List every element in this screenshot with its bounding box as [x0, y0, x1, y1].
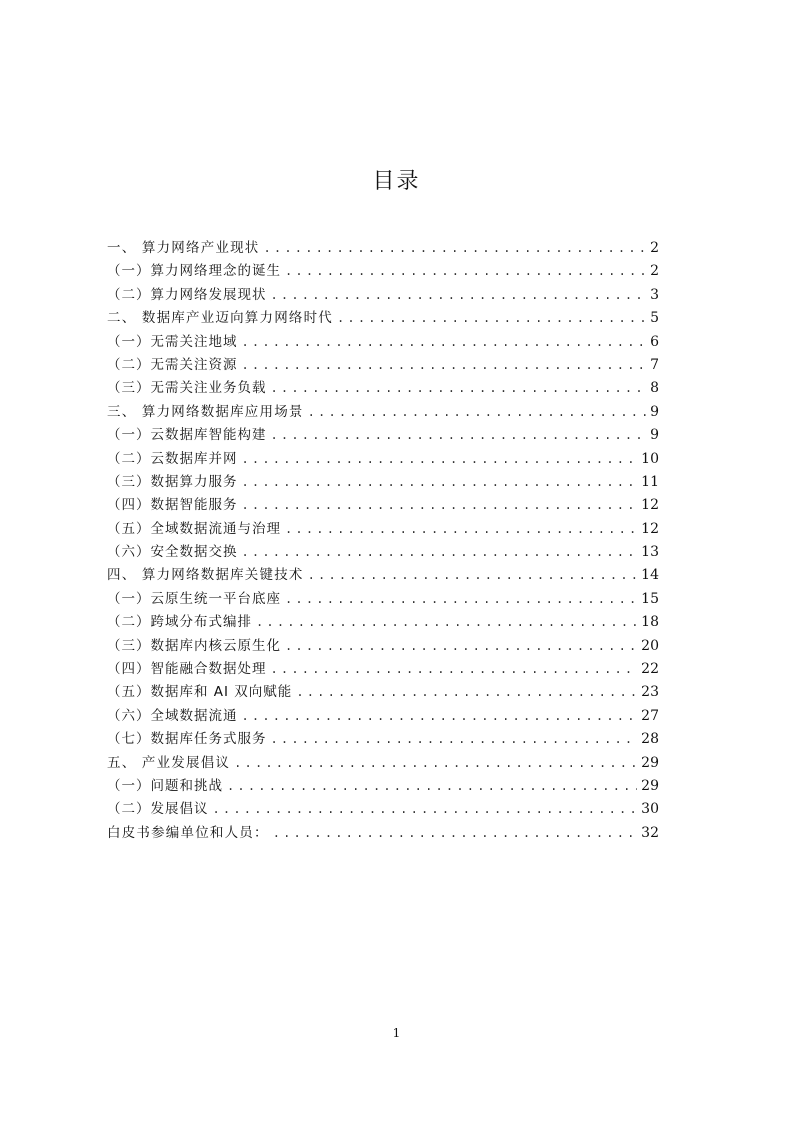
toc-entry-page: 7 [650, 356, 659, 373]
toc-dot-leader [227, 775, 637, 798]
toc-dot-leader [256, 611, 637, 634]
toc-entry[interactable] [107, 681, 659, 704]
toc-entry-label: 四、 算力网络数据库关键技术 [107, 567, 304, 584]
toc-entry[interactable] [107, 705, 659, 728]
toc-entry-page: 3 [650, 286, 659, 303]
toc-entry-page: 15 [641, 590, 659, 607]
toc-entry[interactable] [107, 541, 659, 564]
toc-dot-leader [242, 705, 638, 728]
toc-entry[interactable] [107, 775, 659, 798]
toc-entry-label: （二）算力网络发展现状 [107, 286, 267, 303]
toc-dot-leader [242, 541, 638, 564]
toc-entry[interactable] [107, 377, 659, 400]
toc-entry[interactable] [107, 471, 659, 494]
toc-entry-label: （一）问题和挑战 [107, 777, 223, 794]
toc-entry-label: 五、 产业发展倡议 [107, 754, 231, 771]
toc-entry-label: （二）跨域分布式编排 [107, 614, 252, 631]
toc-entry[interactable] [107, 798, 659, 821]
toc-entry[interactable] [107, 284, 659, 307]
toc-dot-leader [296, 681, 637, 704]
toc-dot-leader [271, 377, 647, 400]
toc-dot-leader [285, 588, 637, 611]
toc-dot-leader [308, 401, 646, 424]
toc-entry-page: 9 [650, 427, 659, 444]
toc-entry-label: （一）云数据库智能构建 [107, 427, 267, 444]
toc-dot-leader [242, 448, 638, 471]
toc-entry-page: 32 [641, 824, 659, 841]
toc-dot-leader [285, 635, 637, 658]
toc-entry-page: 30 [641, 801, 659, 818]
toc-entry-page: 22 [641, 661, 659, 678]
toc-entry-page: 12 [641, 497, 659, 514]
toc-entry-page: 6 [650, 333, 659, 350]
toc-dot-leader [213, 798, 638, 821]
toc-entry[interactable] [107, 354, 659, 377]
toc-entry-page: 29 [641, 754, 659, 771]
toc-entry[interactable] [107, 237, 659, 260]
toc-entry[interactable] [107, 424, 659, 447]
toc-entry-page: 14 [641, 567, 659, 584]
toc-entry-label: （三）无需关注业务负载 [107, 380, 267, 397]
toc-entry-label: 一、 算力网络产业现状 [107, 240, 260, 256]
toc-dot-leader [242, 331, 647, 354]
toc-entry-label: （七）数据库任务式服务 [107, 731, 267, 748]
toc-entry-label: （六）安全数据交换 [107, 544, 238, 561]
toc-entry[interactable] [107, 518, 659, 541]
toc-entry-page: 11 [641, 473, 659, 490]
toc-entry-label: （一）无需关注地域 [107, 333, 238, 350]
toc-entry-label: （四）数据智能服务 [107, 497, 238, 514]
toc-entry-page: 12 [641, 520, 659, 537]
toc-entry-page: 20 [641, 637, 659, 654]
toc-entry-label: （二）无需关注资源 [107, 356, 238, 373]
toc-dot-leader [271, 424, 647, 447]
toc-entry-page: 28 [641, 731, 659, 748]
toc-dot-leader [285, 518, 637, 541]
toc-dot-leader [271, 284, 647, 307]
toc-entry-label: （二）发展倡议 [107, 801, 209, 818]
toc-entry-page: 2 [650, 240, 659, 256]
toc-entry-label: （六）全域数据流通 [107, 707, 238, 724]
toc-entry-page: 2 [650, 263, 659, 280]
toc-entry[interactable] [107, 401, 659, 424]
toc-entry-label: （三）数据算力服务 [107, 473, 238, 490]
toc-entry[interactable] [107, 564, 659, 587]
toc-entry-page: 9 [650, 403, 659, 420]
toc-entry-page: 13 [641, 544, 659, 561]
toc-entry[interactable] [107, 658, 659, 681]
toc-entry-page: 10 [641, 450, 659, 467]
toc-entry[interactable] [107, 307, 659, 330]
toc-entry-label: （三）数据库内核云原生化 [107, 637, 281, 654]
toc-entry[interactable] [107, 448, 659, 471]
toc-dot-leader [271, 728, 638, 751]
toc-entry[interactable] [107, 611, 659, 634]
toc-entry[interactable] [107, 494, 659, 517]
toc-entry-label: （四）智能融合数据处理 [107, 661, 267, 678]
toc-dot-leader [337, 307, 646, 330]
toc-entry-page: 27 [641, 707, 659, 724]
toc-dot-leader [308, 564, 638, 587]
toc-entry[interactable] [107, 822, 659, 845]
toc-dot-leader [271, 658, 638, 681]
toc-entry-label: （五）全域数据流通与治理 [107, 520, 281, 537]
toc-entry-label: 三、 算力网络数据库应用场景 [107, 403, 304, 420]
toc-dot-leader [234, 752, 637, 775]
toc-entry-page: 8 [650, 380, 659, 397]
page-number: 1 [392, 1026, 401, 1040]
toc-entry-page: 18 [641, 614, 659, 631]
toc-entry[interactable] [107, 635, 659, 658]
toc-entry-label: 白皮书参编单位和人员： [107, 824, 269, 841]
toc-entry-label: 二、 数据库产业迈向算力网络时代 [107, 310, 333, 327]
toc-dot-leader [242, 471, 638, 494]
toc-entry[interactable] [107, 752, 659, 775]
toc-entry-page: 5 [650, 310, 659, 327]
page-title: 目录 [372, 169, 421, 194]
toc-dot-leader [264, 237, 647, 260]
toc-entry-page: 29 [641, 777, 659, 794]
toc-entry-label: （一）云原生统一平台底座 [107, 590, 281, 607]
toc-entry[interactable] [107, 588, 659, 611]
toc-dot-leader [273, 822, 637, 845]
toc-dot-leader [242, 494, 638, 517]
toc-entry-label: （二）云数据库并网 [107, 450, 238, 467]
toc-entry[interactable] [107, 260, 659, 283]
toc-entry[interactable] [107, 331, 659, 354]
toc-dot-leader [285, 260, 646, 283]
toc-entry[interactable] [107, 728, 659, 751]
toc-entry-label: （一）算力网络理念的诞生 [107, 263, 281, 280]
toc-entry-page: 23 [641, 684, 659, 701]
toc-dot-leader [242, 354, 647, 377]
table-of-contents [107, 237, 659, 845]
toc-entry-label: （五）数据库和 AI 双向赋能 [107, 684, 293, 701]
